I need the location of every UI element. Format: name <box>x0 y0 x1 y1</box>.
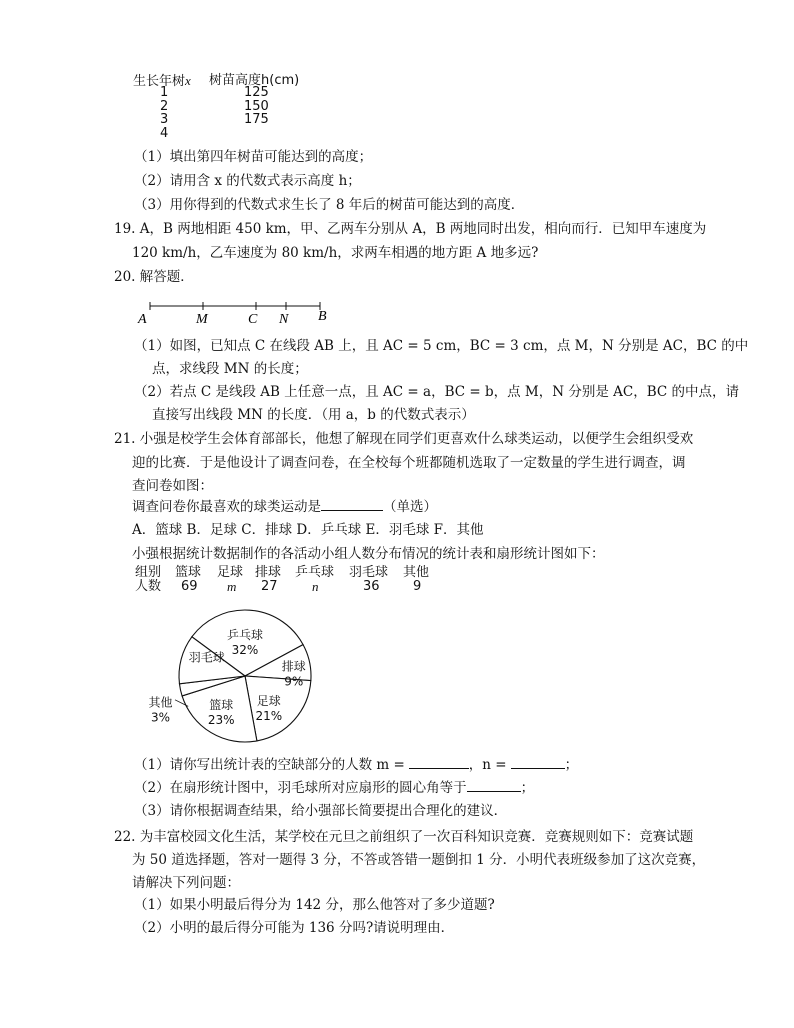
q20-part2-line2: 直接写出线段 MN 的长度．（用 a，b 的代数式表示） <box>152 407 475 423</box>
q20-part1-line1: （1）如图，已知点 C 在线段 AB 上，且 AC = 5 cm，BC = 3 cm，点 M，N 分别是 AC，BC 的中 <box>134 338 749 354</box>
header-height-text: 树苗高度 <box>209 73 262 88</box>
survey-blank <box>321 498 383 511</box>
stats-header: 其他 <box>403 565 430 580</box>
q22-line-3: 请解决下列问题： <box>132 875 240 891</box>
pie-percent: 3% <box>150 710 171 725</box>
height-cell: 125 <box>244 85 269 100</box>
pie-label: 排球 <box>281 659 306 674</box>
growth-table-heights <box>244 86 269 127</box>
height-cell: 150 <box>244 98 269 114</box>
survey-question <box>132 498 437 516</box>
stats-header: 篮球 <box>175 565 202 580</box>
sub1-text-a: （1）请你写出统计表的空缺部分的人数 m = <box>134 757 405 773</box>
label-A: A <box>138 312 147 327</box>
blank-angle <box>467 779 521 792</box>
stats-value: 36 <box>363 579 380 594</box>
survey-options: A．篮球 B．足球 C．排球 D．乒乓球 E．羽毛球 F．其他 <box>132 522 484 538</box>
header-year-var: x <box>185 73 191 88</box>
pie-chart <box>140 606 330 748</box>
height-cell: 175 <box>244 112 269 127</box>
stats-value: 27 <box>261 579 278 594</box>
q20-part1-line2: 点，求线段 MN 的长度； <box>152 361 308 377</box>
q22-part-2: （2）小明的最后得分可能为 136 分吗?请说明理由． <box>134 920 455 936</box>
pie-percent: 23% <box>207 713 235 727</box>
q19-line-1: 19. A，B 两地相距 450 km，甲、乙两车分别从 A，B 两地同时出发，相向而行．已知甲车速度为 <box>114 221 707 237</box>
q21-sub-2 <box>134 779 534 797</box>
survey-suffix: （单选） <box>383 499 437 515</box>
q21-line-3: 查问卷如图： <box>132 478 213 494</box>
q20-title: 20. 解答题． <box>114 269 194 285</box>
year-cell: 4 <box>160 125 169 141</box>
pie-percent: 32% <box>231 643 259 657</box>
sub2-text-a: （2）在扇形统计图中，羽毛球所对应扇形的圆心角等于 <box>134 780 467 796</box>
q18-part-3: （3）用你得到的代数式求生长了 8 年后的树苗可能达到的高度． <box>134 197 525 213</box>
year-cell: 2 <box>160 98 169 114</box>
q21-line-1: 21. 小强是校学生会体育部部长，他想了解现在同学们更喜欢什么球类运动，以便学生会组织受欢 <box>114 431 694 447</box>
sub1-text-b: ，n = <box>468 757 507 773</box>
pie-percent: 21% <box>255 709 283 723</box>
pie-percent: 9% <box>284 674 304 689</box>
q19-line-2: 120 km/h，乙车速度为 80 km/h，求两车相遇的地方距 A 地多远? <box>132 245 539 261</box>
q22-part-1: （1）如果小明最后得分为 142 分，那么他答对了多少道题? <box>134 897 495 913</box>
year-cell: 3 <box>160 112 169 127</box>
growth-table-years <box>160 86 168 140</box>
stats-header: 羽毛球 <box>349 565 389 580</box>
q18-part-1: （1）填出第四年树苗可能达到的高度； <box>134 149 373 165</box>
pie-label: 羽毛球 <box>188 650 225 665</box>
stats-header: 组别 <box>135 565 162 580</box>
stats-header: 足球 <box>217 565 244 580</box>
label-N: N <box>279 312 289 327</box>
year-cell: 1 <box>160 85 169 100</box>
q21-sub-3: （3）请你根据调查结果，给小强部长简要提出合理化的建议． <box>134 803 508 819</box>
q18-part-2: （2）请用含 x 的代数式表示高度 h； <box>134 173 361 189</box>
stats-value: m <box>227 579 237 594</box>
stats-value: 人数 <box>135 579 162 594</box>
q20-part2-line1: （2）若点 C 是线段 AB 上任意一点，且 AC = a，BC = b，点 M，N 分别是 AC，BC 的中点，请 <box>134 384 739 400</box>
blank-m <box>409 756 469 769</box>
stats-header: 排球 <box>255 565 282 580</box>
q22-line-1: 22. 为丰富校园文化生活，某学校在元旦之前组织了一次百科知识竞赛．竞赛规则如下：竞赛试题 <box>114 829 694 845</box>
pie-label: 乒乓球 <box>226 628 264 642</box>
sub2-text-b: ； <box>520 780 535 796</box>
stats-value: n <box>312 579 319 594</box>
pie-label: 其他 <box>148 695 173 710</box>
pie-label: 篮球 <box>209 698 234 712</box>
q22-line-2: 为 50 道选择题，答对一题得 3 分，不答或答错一题倒扣 1 分．小明代表班级参加了这次竞赛， <box>132 852 706 868</box>
survey-question-text: 调查问卷你最喜欢的球类运动是 <box>132 499 321 515</box>
header-year-text: 生长年树 <box>133 74 186 89</box>
q21-line-2: 迎的比赛．于是他设计了调查问卷，在全校每个班都随机选取了一定数量的学生进行调查，调 <box>132 455 686 471</box>
stats-value: 9 <box>413 579 422 594</box>
q21-sub-1 <box>134 756 578 774</box>
header-height-unit: h(cm) <box>261 73 300 88</box>
stats-intro: 小强根据统计数据制作的各活动小组人数分布情况的统计表和扇形统计图如下： <box>132 546 605 562</box>
sub1-text-c: ； <box>564 757 579 773</box>
stats-value: 69 <box>181 579 198 594</box>
blank-n <box>511 756 565 769</box>
segment-diagram <box>130 296 350 328</box>
label-C: C <box>248 312 258 327</box>
label-M: M <box>196 312 208 327</box>
stats-header: 乒乓球 <box>295 565 335 580</box>
pie-label: 足球 <box>256 694 281 708</box>
label-B: B <box>318 309 327 324</box>
